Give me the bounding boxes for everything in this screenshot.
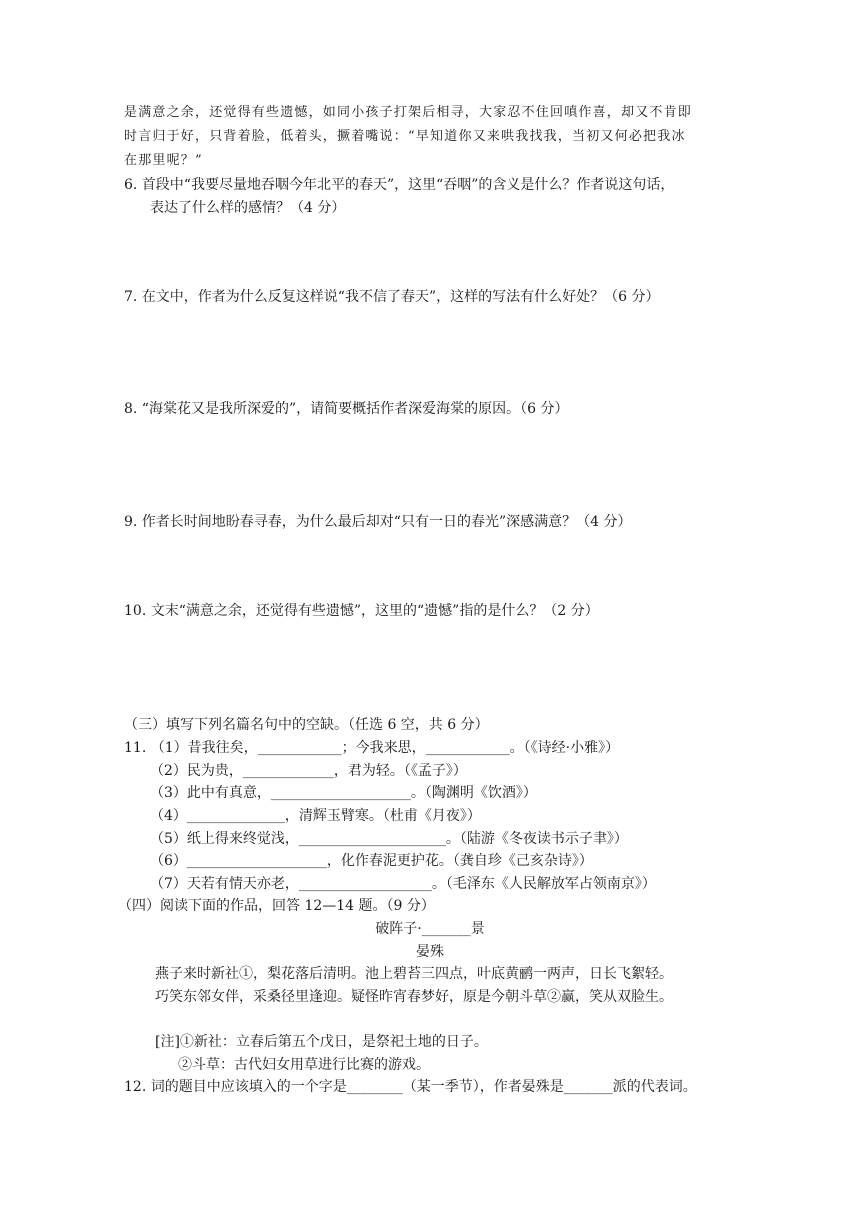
question-11-item: 11. （1）昔我往矣，____________；今我来思，____________。（《诗经·小雅》） xyxy=(124,740,620,756)
question-11-item: （2）民为贵，_____________，君为轻。（《孟子》） xyxy=(150,763,467,779)
question-11-item: （7）天若有情天亦老，___________________。（毛泽东《人民解放军占领南京》） xyxy=(150,876,656,892)
poem-line: 巧笑东邻女伴，采桑径里逢迎。疑怪昨宵春梦好，原是今朝斗草②赢，笑从双脸生。 xyxy=(155,989,673,1005)
question-11-item: （3）此中有真意，____________________。（陶渊明《饮酒》） xyxy=(150,785,537,801)
question-7: 7. 在文中，作者为什么反复这样说“我不信了春天”，这样的写法有什么好处？（6 分） xyxy=(124,289,660,305)
poem-line: 燕子来时新社①，梨花落后清明。池上碧苔三四点，叶底黄鹂一两声，日长飞絮轻。 xyxy=(155,966,673,982)
section-3-title: （三）填写下列名篇名句中的空缺。（任选 6 空，共 6 分） xyxy=(124,717,489,733)
section-4-title: （四）阅读下面的作品，回答 12—14 题。（9 分） xyxy=(118,898,435,914)
question-11-item: （6）____________________，化作春泥更护花。（龚自珍《己亥杂诗》） xyxy=(150,853,593,869)
poem-note: [注]①新社：立春后第五个戊日，是祭祀土地的日子。 xyxy=(155,1034,488,1050)
question-9: 9. 作者长时间地盼春寻春，为什么最后却对“只有一日的春光”深感满意？（4 分） xyxy=(124,514,632,530)
poem-note: ②斗草：古代妇女用草进行比赛的游戏。 xyxy=(178,1057,430,1073)
question-11-item: （4）______________，清辉玉臂寒。（杜甫《月夜》） xyxy=(150,808,481,824)
poem-author: 晏殊 xyxy=(416,944,444,960)
passage-line: 是满意之余，还觉得有些遗憾，如同小孩子打架后相寻，大家忍不住回嗔作喜，却又不肯即 xyxy=(124,105,693,120)
question-6: 6. 首段中“我要尽量地吞咽今年北平的春天”，这里“吞咽”的含义是什么？作者说这句话， xyxy=(124,177,675,193)
question-6-cont: 表达了什么样的感情？（4 分） xyxy=(150,200,346,216)
passage-line: 在那里呢？” xyxy=(124,153,203,168)
question-10: 10. 文末“满意之余，还觉得有些遗憾”，这里的“遗憾”指的是什么？（2 分） xyxy=(124,603,599,619)
question-11-item: （5）纸上得来终觉浅，_____________________。（陆游《冬夜读书示子聿》） xyxy=(150,831,628,847)
question-8: 8. “海棠花又是我所深爱的”，请简要概括作者深爱海棠的原因。（6 分） xyxy=(124,401,569,417)
question-12: 12. 词的题目中应该填入的一个字是________（某一季节），作者晏殊是_______派的代表词。 xyxy=(124,1079,697,1095)
passage-line: 时言归于好，只背着脸，低着头，撅着嘴说：“早知道你又来哄我找我，当初又何必把我冰 xyxy=(124,129,686,144)
poem-title: 破阵子·_______景 xyxy=(375,921,485,937)
